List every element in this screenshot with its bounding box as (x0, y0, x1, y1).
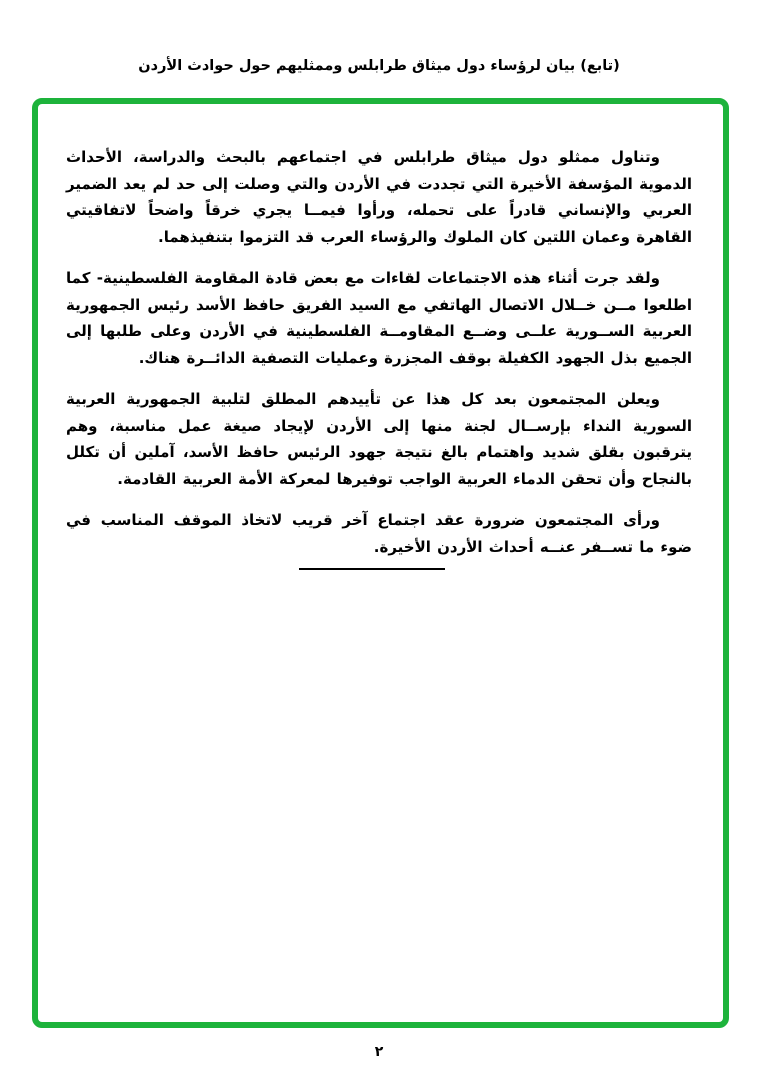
page-number: ٢ (374, 1044, 384, 1060)
document-body-text (66, 144, 692, 575)
page-title: (تابع) بيان لرؤساء دول ميثاق طرابلس وممثليهم حول حوادث الأردن (138, 58, 620, 74)
paragraph-1: وتناول ممثلو دول ميثاق طرابلس في اجتماعهم بالبحث والدراسة، الأحداث الدموية المؤسفة الأخيرة التي تجددت في الأردن والتي وصلت إلى حد لم يعد الضمير العربي والإنساني قادراً على تحمله، ورأوا فيمــا يجري خرقاً واضحاً لاتفاقيتي القاهرة وعمان اللتين كان الملوك والرؤساء العرب قد التزموا بتنفيذهما. (66, 148, 692, 246)
end-of-text-divider-line (299, 568, 445, 570)
paragraph-4: ورأى المجتمعون ضرورة عقد اجتماع آخر قريب لاتخاذ الموقف المناسب في ضوء ما تســفر عنــه أحداث الأردن الأخيرة. (66, 511, 692, 556)
paragraph-3: ويعلن المجتمعون بعد كل هذا عن تأييدهم المطلق لتلبية الجمهورية العربية السورية النداء بإرســال لجنة منها إلى الأردن لإيجاد صيغة عمل مناسبة، وهم يترقبون بقلق شديد واهتمام بالغ نتيجة جهود الرئيس حافظ الأسد، آملين أن تكلل بالنجاح وأن تحقن الدماء العربية الواجب توفيرها لمعركة الأمة العربية القادمة. (66, 390, 692, 488)
paragraph-2: ولقد جرت أثناء هذه الاجتماعات لقاءات مع بعض قادة المقاومة الفلسطينية- كما اطلعوا مــن خــلال الاتصال الهاتفي مع السيد الفريق حافظ الأسد رئيس الجمهورية العربية الســورية علــى وضــع المقاومــة الفلسطينية في الأردن وعلى طلبها إلى الجميع بذل الجهود الكفيلة بوقف المجزرة وعمليات التصفية الدائــرة هناك. (66, 269, 692, 367)
